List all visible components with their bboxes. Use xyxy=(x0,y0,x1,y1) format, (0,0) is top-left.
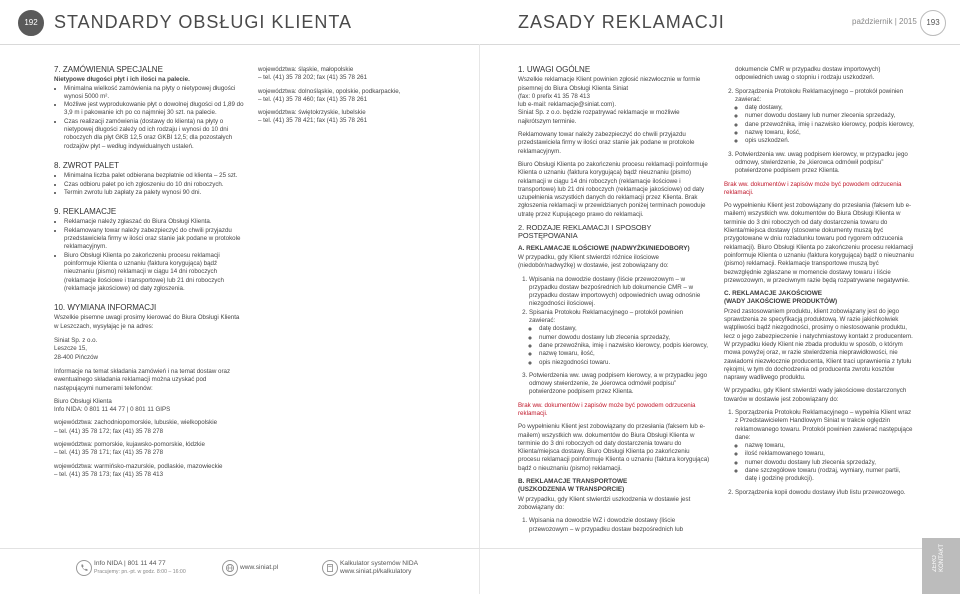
section-7-title: 7. ZAMÓWIENIA SPECJALNE xyxy=(54,65,163,74)
paragraph: Po wypełnieniu Klient jest zobowiązany do przesłania (faksem lub e-mailem) wszystkich ww. dokumentów do Biura Obsługi Klienta w terminie do 3 dni roboczych od daty dostarczenia towaru do Klienta/miejsca dostawy (stosowne dokumenty muszą być przygotowane w dniu rozładunku towaru pod rygorem odrzucenia reklamacji). Biuro Obsługi Klienta po zakończeniu procesu reklamacji poinformuje Klienta o uznaniu (faktura korygująca) bądź o nieuznaniu (pismo) reklamacji. Reklamacje transportowe muszą być bezwzględnie zgłaszane w momencie dostawy towaru i liście przewozowym, w przeciwnym razie będą rozpatrywane negatywnie. xyxy=(724,202,914,284)
section-2-title: 2. RODZAJE REKLAMACJI I SPOSOBY POSTĘPOWANIA xyxy=(518,223,652,241)
list-item: ◦ nazwę towaru, xyxy=(745,442,914,450)
contact-tab-label: ZERO KONTAKT xyxy=(932,544,945,572)
right-page-title: ZASADY REKLAMACJI xyxy=(518,12,725,32)
left-page-title: STANDARDY OBSŁUGI KLIENTA xyxy=(54,12,353,32)
list-item: ◦ dane przewoźnika, imię i nazwisko kierowcy, podpis kierowcy, xyxy=(539,342,710,350)
list-item: • Termin zwrotu lub zapłaty za palety wynosi 90 dni. xyxy=(64,189,244,197)
issue-date: październik | 2015 xyxy=(852,17,917,26)
left-page-number: 192 xyxy=(18,10,44,36)
column-3 xyxy=(518,66,710,539)
page-header xyxy=(0,0,960,44)
region-name: województwa: dolnośląskie, opolskie, podkarpackie, xyxy=(258,87,401,95)
list-item: • Biuro Obsługi Klienta po zakończeniu procesu reklamacji poinformuje Klienta o uznaniu (faktura korygująca) bądź nieuznaniu (pismo) reklamacji w ciągu 14 dni roboczych (reklamacje ilościowe i transportowe) lub 21 dni roboczych (reklamacje jakościowe) od daty zgłoszenia. xyxy=(64,252,244,293)
list-item: ◦ opis niezgodności towaru. xyxy=(539,359,710,367)
column-2 xyxy=(258,66,438,131)
paragraph: W przypadku, gdy Klient stwierdzi uszkodzenia w dostawie jest zobowiązany do: xyxy=(518,495,691,511)
text: Sporządzenia Protokołu Reklamacyjnego – wypełnia Klient wraz z Przedstawicielem Handlowym Siniat w trakcie oględzin reklamowanego towaru. Protokół powinien zawierać następujące dane: xyxy=(735,408,913,441)
general-remarks xyxy=(518,76,710,126)
list-item: ◦ dane przewoźnika, imię i nazwisko kierowcy, podpis kierowcy, xyxy=(745,121,914,129)
list-item: • Reklamacje należy zgłaszać do Biura Obsługi Klienta. xyxy=(64,218,244,226)
region-phone: – tel. (41) 35 78 171; fax (41) 35 78 278 xyxy=(54,449,164,457)
region-contact xyxy=(54,463,244,480)
list-item: ◦ opis uszkodzeń. xyxy=(745,137,914,145)
list-item: • Reklamowany towar należy zabezpieczyć do chwili przyjazdu przedstawiciela firmy w ilości oraz stanie jak podane w protokole reklamacyjnym. xyxy=(64,227,244,252)
region-phone: – tel. (41) 35 78 172; fax (41) 35 78 278 xyxy=(54,427,164,435)
phone-info-text: Informacje na temat składania zamówień i na temat dostaw oraz ewentualnego składania reklamacji można uzyskać pod następującymi numerami telefonów: xyxy=(54,367,231,392)
section-9-list xyxy=(54,218,244,293)
paragraph: W przypadku, gdy Klient stwierdzi wady jakościowe dostarczonych towarów w dostawie jest zobowiązany do: xyxy=(724,387,907,403)
office-phone: Info NIDA: 0 801 11 44 77 | 0 801 11 GIPS xyxy=(54,406,171,414)
list-item: ◦ numer dowodu dostawy lub numer zlecenia sprzedaży, xyxy=(745,112,914,120)
list-item: 1. Wpisania na dowodzie dostawy (liście przewozowym – w przypadku dostaw bezpośrednich lub dokumencie CMR – w przypadku dostaw importowych) odpowiednich uwag odnośnie niezgodności ilościowej. xyxy=(529,276,710,309)
list-item: ◦ nazwę towaru, ilość, xyxy=(745,129,914,137)
text: Wszelkie reklamacje Klient powinien zgłosić niezwłocznie w formie pisemnej do Biura Obsługi Klienta Siniat xyxy=(518,76,701,92)
list-item: • Minimalna wielkość zamówienia na płyty o nietypowej długości wynosi 5000 m². xyxy=(64,85,244,102)
list-item: ◦ numer dowodu dostawy lub zlecenia sprzedaży, xyxy=(539,334,710,342)
section-b-steps-cont xyxy=(724,88,914,176)
section-b-subtitle: (USZKODZENIA W TRANSPORCIE) xyxy=(518,486,625,494)
office-name: Biuro Obsługi Klienta xyxy=(54,397,112,405)
list-item: • Możliwe jest wyprodukowanie płyt o dowolnej długości od 1,89 do 3,9 m i pakowanie ich po co najmniej 30 szt. na palecie. xyxy=(64,101,244,118)
list-item: ◦ ilość reklamowanego towaru, xyxy=(745,450,914,458)
header-divider xyxy=(0,44,960,45)
protocol-contents xyxy=(735,442,914,483)
address-line: 28-400 Pińczów xyxy=(54,353,99,361)
phone-icon xyxy=(76,560,92,576)
calculator-label: Kalkulator systemów NIDA xyxy=(340,560,419,567)
paragraph: Biuro Obsługi Klienta po zakończeniu procesu reklamacji poinformuje Klienta o uznaniu (faktura korygująca) bądź nieuznaniu (pismo) reklamacji w ciągu 14 dni roboczych (reklamacje ilościowe i transportowe) lub 21 dni roboczych (reklamacje jakościowe) od daty uzupełnienia wszystkich danych do reklamacji przez Klienta. Brak zgłoszenia reklamacji w przewidzianych poniżej terminach powoduje utratę przez Kupującego prawo do reklamacji. xyxy=(518,160,708,218)
list-item: ◦ nazwę towaru, ilość, xyxy=(539,350,710,358)
paragraph: W przypadku, gdy Klient stwierdzi różnice ilościowe (niedobór/nadwyżkę) w dostawie, jest zobowiązany do: xyxy=(518,253,669,270)
list-item: 2. Sporządzenia kopii dowodu dostawy i/lub listu przewozowego. xyxy=(735,489,914,497)
email-address: lub e-mail: reklamacje@siniat.com). xyxy=(518,101,617,109)
region-contact xyxy=(258,88,438,105)
protocol-contents xyxy=(529,325,710,366)
calculator-icon xyxy=(322,560,338,576)
paragraph: dokumencie CMR w przypadku dostaw importowych) odpowiednich uwag o stopniu i rodzaju uszkodzeń. xyxy=(735,66,881,82)
section-7-list xyxy=(54,85,244,151)
list-item xyxy=(529,309,710,367)
column-4 xyxy=(724,66,914,502)
region-contact xyxy=(258,66,438,83)
region-name: województwa: zachodniopomorskie, lubuskie, wielkopolskie xyxy=(54,419,218,427)
section-c-title: C. REKLAMACJE JAKOŚCIOWE xyxy=(724,290,822,298)
calculator-link[interactable] xyxy=(340,560,418,576)
region-phone: – tel. (41) 35 78 421; fax (41) 35 78 261 xyxy=(258,117,368,125)
warning-text: Brak ww. dokumentów i zapisów może być powodem odrzucenia reklamacji. xyxy=(518,401,696,417)
region-contact xyxy=(258,109,438,126)
list-item: • Minimalna liczba palet odbierana bezpłatnie od klienta – 25 szt. xyxy=(64,172,244,180)
address-line: Leszcze 15, xyxy=(54,345,88,353)
region-contact xyxy=(54,441,244,458)
region-phone: – tel. (41) 35 78 460; fax (41) 35 78 261 xyxy=(258,95,368,103)
info-phone: Info NIDA | 801 11 44 77 xyxy=(94,560,166,567)
info-line xyxy=(94,560,186,576)
section-b-steps xyxy=(518,517,710,534)
section-10-title: 10. WYMIANA INFORMACJI xyxy=(54,303,157,313)
region-name: województwa: świętokrzyskie, lubelskie xyxy=(258,109,366,117)
list-item: • Czas realizacji zamówienia (dostawy do klienta) na płyty o nietypowej długości zależy od ich rodzaju i wynosi do 10 dni roboczych dla płyt GKB 12,5 oraz GKBI 12,5; dla pozostałych rodzajów płyt – według indywidualnych ustaleń. xyxy=(64,118,244,151)
address-line: Siniat Sp. z o.o. xyxy=(54,337,98,345)
page-spine xyxy=(479,44,480,594)
paragraph: Przed zastosowaniem produktu, klient zobowiązany jest do jego sprawdzenia ze specyfikacją produktową. W razie jakichkolwiek wątpliwości bądź niezgodności, prosimy o niestosowanie produktu, lecz o jego zabezpieczenie i natychmiastowy kontakt z producentem. W przypadku kiedy Klient nie zbada produktu w sposób, o którym mowa powyżej oraz, w razie stwierdzenia nieprawidłowości, nie zawiadomi niezwłocznie producenta, Klient traci uprawnienia z tytułu rękojmi, w tym do dochodzenia od producenta zwrotu kosztów naprawy wadliwego produktu. xyxy=(724,307,913,382)
column-1 xyxy=(54,66,244,484)
region-phone: – tel. (41) 35 78 202; fax (41) 35 78 261 xyxy=(258,74,368,82)
fax-number: (fax: 0 prefix 41 35 78 413 xyxy=(518,92,590,100)
paragraph: Po wypełnieniu Klient jest zobowiązany do przesłania (faksem lub e-mailem) wszystkich ww. dokumentów do Biura Obsługi Klienta w terminie do 3 dni roboczych od daty dostarczenia towaru do Klienta/miejsca dostawy. Biuro Obsługi Klienta po zakończeniu procesu reklamacji poinformuje Klienta o uznaniu (faktura korygująca) bądź o nieuznaniu (pismo) reklamacji. xyxy=(518,423,710,472)
region-name: województwa: śląskie, małopolskie xyxy=(258,66,354,73)
list-item: 3. Potwierdzenia ww. uwag podpisem kierowcy, w przypadku jego odmowy, stwierdzenie, że „kierowca odmówił podpisu” potwierdzone podpisem przez Klienta. xyxy=(735,151,914,176)
warning-text: Brak ww. dokumentów i zapisów może być powodem odrzucenia reklamacji. xyxy=(724,180,902,196)
paragraph: Reklamowany towar należy zabezpieczyć do chwili przyjazdu przedstawiciela firmy w ilości oraz stanie jak podane w protokole reklamacyjnym. xyxy=(518,131,695,155)
working-hours: Pracujemy: pn.-pt. w godz. 8:00 – 16:00 xyxy=(94,569,186,575)
mailing-address xyxy=(54,337,244,362)
globe-icon xyxy=(222,560,238,576)
footer-divider xyxy=(0,548,960,549)
section-10-intro: Wszelkie pisemne uwagi prosimy kierować do Biura Obsługi Klienta w Leszczach, wysyłając je na adres: xyxy=(54,314,240,330)
right-page-number: 193 xyxy=(920,10,946,36)
region-name: województwa: warmińsko-mazurskie, podlaskie, mazowieckie xyxy=(54,462,223,470)
section-9-title: 9. REKLAMACJE xyxy=(54,207,117,217)
website-link[interactable]: www.siniat.pl xyxy=(240,564,279,571)
list-item: ◦ datę dostawy, xyxy=(745,104,914,112)
text: Spisania Protokołu Reklamacyjnego – protokół powinien zawierać: xyxy=(529,308,684,325)
list-item xyxy=(735,88,914,146)
text: Sporządzenia Protokołu Reklamacyjnego – protokół powinien zawierać: xyxy=(735,87,904,103)
list-item: ◦ datę dostawy, xyxy=(539,325,710,333)
region-contact xyxy=(54,419,244,436)
region-phone: – tel. (41) 35 78 173; fax (41) 35 78 413 xyxy=(54,470,164,478)
contact-tab[interactable] xyxy=(922,538,960,594)
text: Siniat Sp. z o.o. będzie rozpatrywać reklamacje w możliwie najkrótszym terminie. xyxy=(518,109,680,125)
list-item: ◦ numer dowodu dostawy lub zlecenia sprzedaży, xyxy=(745,459,914,467)
section-a-title: A. REKLAMACJE ILOŚCIOWE (NADWYŻKI/NIEDOBORY) xyxy=(518,244,690,252)
list-item: • Czas odbioru palet po ich zgłoszeniu do 10 dni roboczych. xyxy=(64,181,244,189)
section-c-subtitle: (WADY JAKOŚCIOWE PRODUKTÓW) xyxy=(724,298,838,306)
protocol-contents xyxy=(735,104,914,145)
calculator-url: www.siniat.pl/kalkulatory xyxy=(340,568,412,575)
section-8-list xyxy=(54,172,244,197)
customer-service-info xyxy=(54,398,244,415)
list-item xyxy=(735,409,914,484)
region-name: województwa: pomorskie, kujawsko-pomorskie, łódzkie xyxy=(54,440,205,448)
section-8-title: 8. ZWROT PALET xyxy=(54,160,120,170)
section-1-title: 1. UWAGI OGÓLNE xyxy=(518,65,591,74)
list-item: 3. Potwierdzenia ww. uwag podpisem kierowcy, a w przypadku jego odmowy stwierdzenie, że „kierowca odmówił podpisu” potwierdzone podpisem przez Klienta. xyxy=(529,372,710,397)
list-item: 1. Wpisania na dowodzie WZ i dowodzie dostawy (liście przewozowym – w przypadku dostaw bezpośrednich lub xyxy=(529,517,710,534)
section-b-title: B. REKLAMACJE TRANSPORTOWE xyxy=(518,478,628,486)
section-a-steps xyxy=(518,276,710,397)
section-7-subtitle: Nietypowe długości płyt i ich ilości na palecie. xyxy=(54,76,190,84)
section-c-steps xyxy=(724,409,914,497)
list-item: ◦ dane szczegółowe towaru (rodzaj, wymiary, numer partii, datę i godzinę produkcji). xyxy=(745,467,914,484)
